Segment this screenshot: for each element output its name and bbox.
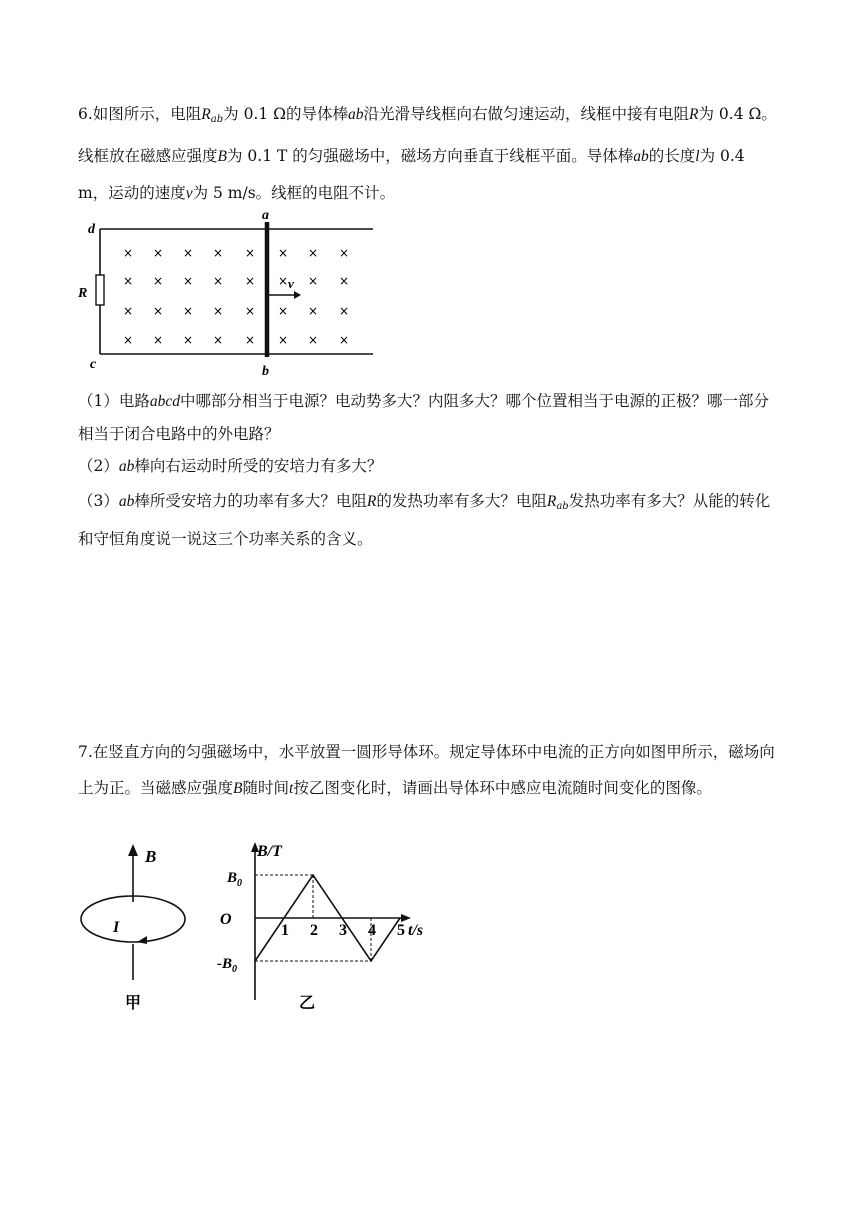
field-cross-mark: × xyxy=(212,246,224,260)
field-cross-mark: × xyxy=(182,246,194,260)
q6-text: 为 0.4 Ω。线框放在磁感应强度 xyxy=(78,105,777,165)
q6-text: 6.如图所示，电阻 xyxy=(78,105,202,123)
field-cross-mark: × xyxy=(338,246,350,260)
q6-text: （2） xyxy=(78,457,119,475)
x-tick-label: 1 xyxy=(281,922,289,939)
x-tick-label: 3 xyxy=(339,922,347,939)
field-cross-mark: × xyxy=(122,304,134,318)
field-cross-mark: × xyxy=(152,274,164,288)
field-cross-mark: × xyxy=(182,333,194,347)
b0-positive-label: $B_0$ xyxy=(227,870,243,889)
field-cross-mark: × xyxy=(244,246,256,260)
resistance-symbol: R xyxy=(546,493,557,510)
current-direction-arrow-icon xyxy=(137,936,147,944)
field-cross-mark: × xyxy=(277,304,289,318)
field-cross-mark: × xyxy=(244,333,256,347)
resistance-symbol: R xyxy=(201,106,211,123)
field-cross-mark: × xyxy=(122,274,134,288)
field-cross-mark: × xyxy=(212,333,224,347)
fig-yi-bt-graph xyxy=(215,838,445,1020)
resistor-symbol: R xyxy=(366,493,377,510)
label-b: b xyxy=(262,364,269,379)
field-cross-mark: × xyxy=(338,333,350,347)
q6-text: 棒向右运动时所受的安培力有多大？ xyxy=(134,457,383,475)
circuit-symbol: abcd xyxy=(149,393,181,410)
rod-symbol: ab xyxy=(633,148,649,165)
velocity-arrowhead-icon xyxy=(294,291,301,299)
field-cross-mark: × xyxy=(122,333,134,347)
field-cross-mark: × xyxy=(182,274,194,288)
field-cross-mark: × xyxy=(277,274,289,288)
label-a: a xyxy=(262,208,269,223)
label-R: R xyxy=(78,286,88,301)
field-cross-mark: × xyxy=(277,246,289,260)
field-cross-mark: × xyxy=(338,304,350,318)
resistor-icon xyxy=(96,275,104,305)
q6-text: 为 0.1 Ω的导体棒 xyxy=(223,105,348,123)
field-symbol: B xyxy=(217,148,227,165)
label-B: B xyxy=(145,847,157,866)
fig-jia-ring xyxy=(75,840,205,1020)
q6-text: 棒所受安培力的功率有多大？电阻 xyxy=(134,492,367,510)
x-axis-arrowhead-icon xyxy=(401,914,411,922)
q6-text: 的长度 xyxy=(648,147,696,165)
field-cross-mark: × xyxy=(307,333,319,347)
q6-text: 发热功率有多大？从能的转化和守恒角度说一说这三个功率关系的含义。 xyxy=(78,492,771,548)
x-tick-label: 5 xyxy=(397,922,405,939)
label-c: c xyxy=(90,357,97,372)
q6-text: （1）电路 xyxy=(78,392,150,410)
field-cross-mark: × xyxy=(338,274,350,288)
q6-text: 为 0.1 T 的匀强磁场中，磁场方向垂直于线框平面。导体棒 xyxy=(226,147,634,165)
caption-jia: 甲 xyxy=(124,995,142,1012)
field-cross-mark: × xyxy=(307,246,319,260)
field-cross-mark: × xyxy=(307,274,319,288)
q6-intro xyxy=(78,96,778,212)
label-I: I xyxy=(113,919,120,936)
q6-text: 为 5 m/s。线框的电阻不计。 xyxy=(192,184,396,202)
resistance-subscript: ab xyxy=(556,501,569,512)
q6-text: （3） xyxy=(78,492,119,510)
q6-sub3 xyxy=(78,485,783,555)
field-arrowhead-icon xyxy=(128,844,138,856)
velocity-symbol: v xyxy=(185,185,193,202)
field-cross-mark: × xyxy=(244,274,256,288)
caption-yi: 乙 xyxy=(298,995,316,1012)
rod-symbol: ab xyxy=(118,458,135,475)
field-cross-mark: × xyxy=(152,246,164,260)
q6-sub2 xyxy=(78,450,778,483)
q6-text: 为 0.4 m，运动的速度 xyxy=(78,147,745,202)
q6-sub1 xyxy=(78,385,778,450)
field-cross-mark: × xyxy=(182,304,194,318)
time-symbol: t xyxy=(289,780,294,797)
conductor-ring xyxy=(81,896,185,942)
y-axis-label: B/T xyxy=(257,843,282,860)
length-symbol: l xyxy=(695,148,700,165)
q7-text: 按乙图变化时，请画出导体环中感应电流随时间变化的图像。 xyxy=(293,779,712,797)
rod-symbol: ab xyxy=(348,106,364,123)
label-d: d xyxy=(88,222,95,237)
q7-intro xyxy=(78,734,778,807)
q7-text: 随时间 xyxy=(242,779,289,797)
field-cross-mark: × xyxy=(212,274,224,288)
resistor-symbol: R xyxy=(689,106,699,123)
b0-negative-label: $-B_0$ xyxy=(217,956,237,975)
field-cross-mark: × xyxy=(122,246,134,260)
resistance-subscript: ab xyxy=(210,114,224,125)
x-tick-label: 4 xyxy=(368,922,376,939)
field-cross-mark: × xyxy=(212,304,224,318)
origin-label: O xyxy=(220,911,232,928)
x-axis-label: t/s xyxy=(408,922,424,939)
q6-text: 中哪部分相当于电源？电动势多大？内阻多大？哪个位置相当于电源的正极？哪一部分相当于闭合电路中的外电路？ xyxy=(78,392,770,443)
field-cross-mark: × xyxy=(307,304,319,318)
q6-text: 的发热功率有多大？电阻 xyxy=(376,492,547,510)
q6-circuit-figure xyxy=(78,205,378,380)
field-cross-mark: × xyxy=(277,333,289,347)
magnetic-field-marks xyxy=(123,246,349,347)
field-cross-mark: × xyxy=(152,333,164,347)
field-cross-mark: × xyxy=(152,304,164,318)
label-v: v xyxy=(288,276,294,291)
rod-symbol: ab xyxy=(118,493,135,510)
field-cross-mark: × xyxy=(244,304,256,318)
x-tick-label: 2 xyxy=(310,922,318,939)
q7-text: 7.在竖直方向的匀强磁场中，水平放置一圆形导体环。规定导体环中电流的正方向如图甲所示，磁场向上为正。当磁感应强度 xyxy=(78,743,775,797)
field-symbol: B xyxy=(233,780,243,797)
q6-text: 沿光滑导线框向右做匀速运动，线框中接有电阻 xyxy=(363,105,690,123)
